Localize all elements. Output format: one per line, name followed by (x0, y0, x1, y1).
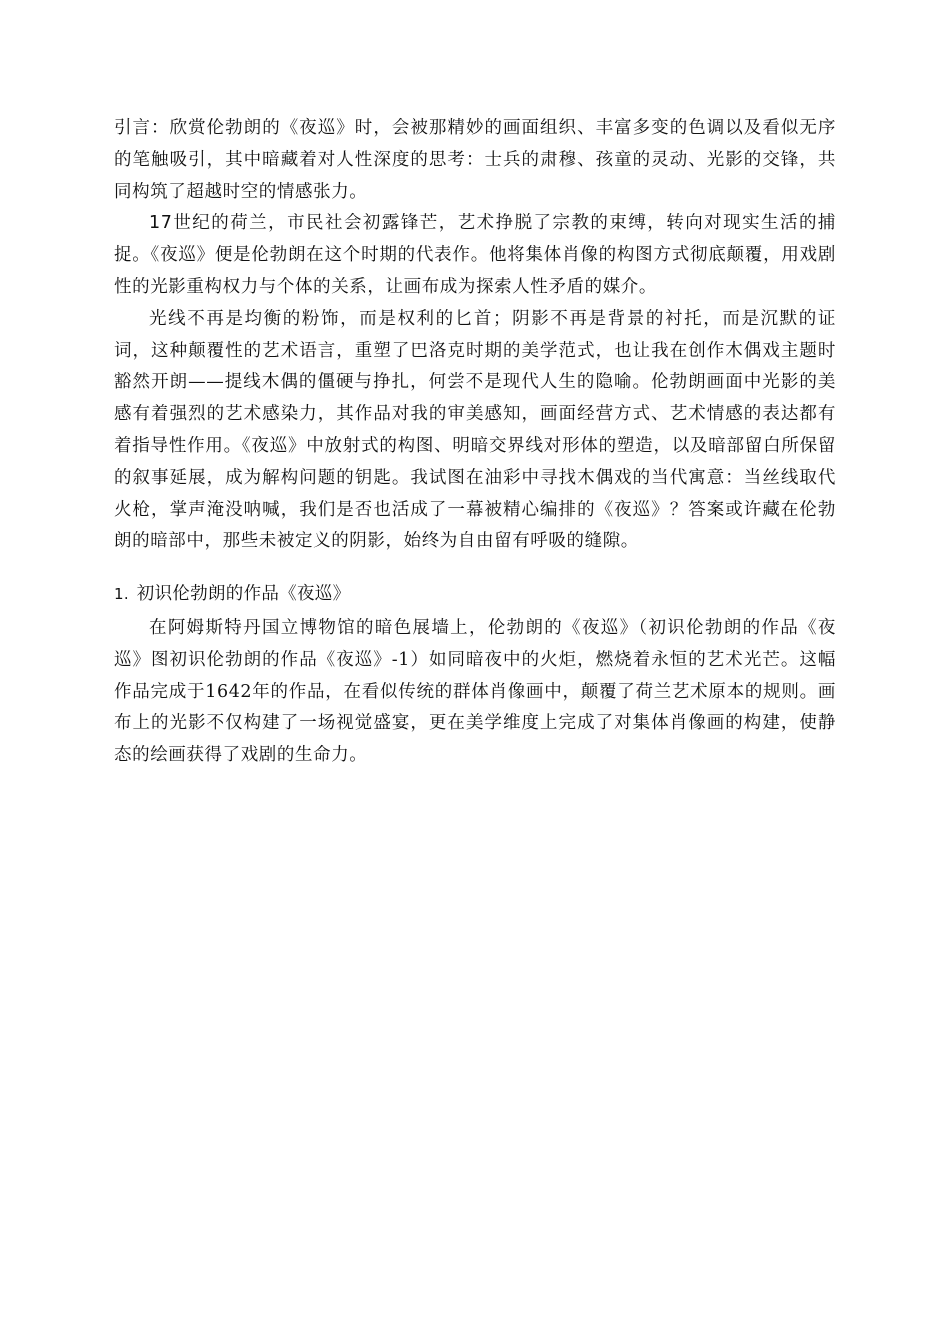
light-shadow-paragraph (114, 304, 836, 558)
section-title: 初识伦勃朗的作品《夜巡》 (136, 584, 351, 605)
context-paragraph (114, 208, 836, 303)
intro-paragraph (114, 113, 836, 208)
light-shadow-text: 光线不再是均衡的粉饰，而是权利的匕首；阴影不再是背景的衬托，而是沉默的证词，这种颠覆性的艺术语言，重塑了巴洛克时期的美学范式，也让我在创作木偶戏主题时豁然开朗——提线木偶的僵硬与挣扎，何尝不是现代人生的隐喻。伦勃朗画面中光影的美感有着强烈的艺术感染力，其作品对我的审美感知，画面经营方式、艺术情感的表达都有着指导性作用。《夜巡》中放射式的构图、明暗交界线对形体的塑造，以及暗部留白所保留的叙事延展，成为解构问题的钥匙。我试图在油彩中寻找木偶戏的当代寓意：当丝线取代火枪，掌声淹没呐喊，我们是否也活成了一幕被精心编排的《夜巡》？答案或许藏在伦勃朗的暗部中，那些未被定义的阴影，始终为自由留有呼吸的缝隙。 (114, 308, 836, 552)
context-text: 世纪的荷兰，市民社会初露锋芒，艺术挣脱了宗教的束缚，转向对现实生活的捕捉。《夜巡》便是伦勃朗在这个时期的代表作。他将集体肖像的构图方式彻底颠覆，用戏剧性的光影重构权力与个体的关系，让画布成为探索人性矛盾的媒介。 (114, 213, 836, 297)
section-paragraph (114, 613, 836, 772)
section-number: 1. (114, 585, 129, 604)
century-number: 17 (149, 213, 173, 234)
intro-text: 欣赏伦勃朗的《夜巡》时，会被那精妙的画面组织、丰富多变的色调以及看似无序的笔触吸引，其中暗藏着对人性深度的思考：士兵的肃穆、孩童的灵动、光影的交锋，共同构筑了超越时空的情感张力。 (114, 118, 836, 202)
document-body (114, 113, 836, 772)
section-text: 在阿姆斯特丹国立博物馆的暗色展墙上，伦勃朗的《夜巡》（初识伦勃朗的作品《夜巡》图初识伦勃朗的作品《夜巡》-1）如同暗夜中的火炬，燃烧着永恒的艺术光芒。这幅作品完成于1642年的作品，在看似传统的群体肖像画中，颠覆了荷兰艺术原本的规则。画布上的光影不仅构建了一场视觉盛宴，更在美学维度上完成了对集体肖像画的构建，使静态的绘画获得了戏剧的生命力。 (114, 617, 836, 766)
intro-label: 引言： (114, 118, 170, 138)
section-heading (114, 579, 836, 611)
